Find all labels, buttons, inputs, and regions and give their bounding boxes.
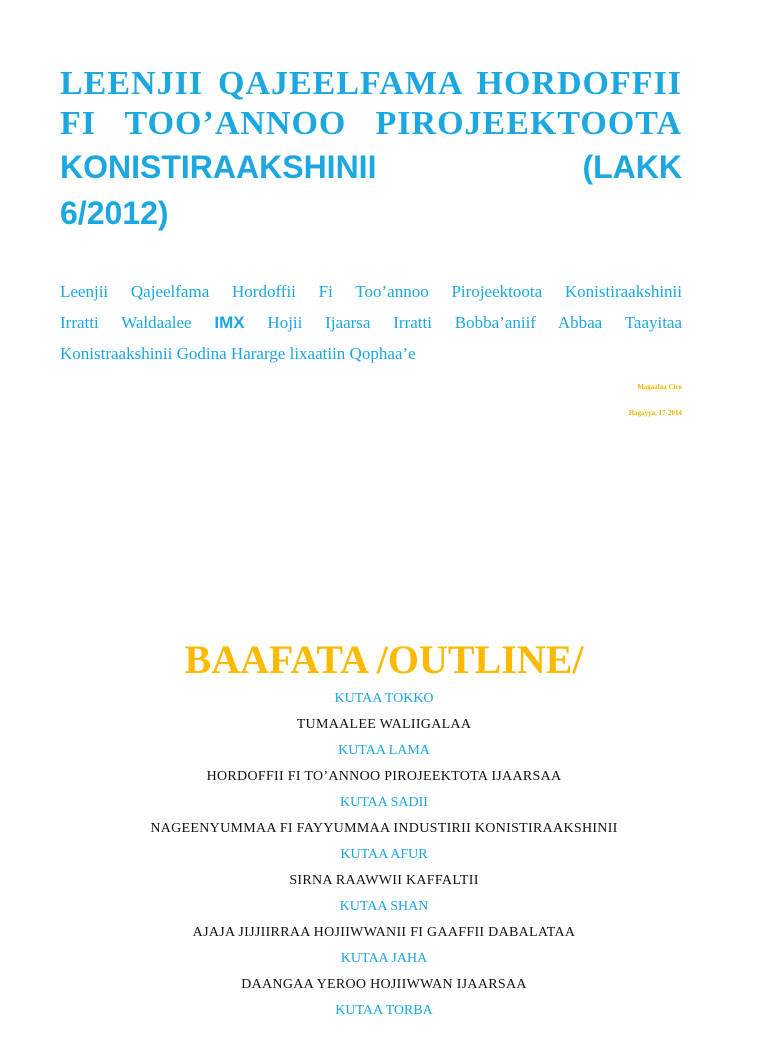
subtitle-line-3: Konistraakshinii Godina Hararge lixaatiin Qophaa’e	[60, 344, 416, 363]
title-line-4: 6/2012)	[60, 195, 169, 231]
outline-item	[0, 690, 768, 742]
section-number: KUTAA TORBA	[335, 1003, 433, 1018]
outline-list	[0, 690, 768, 1054]
title-line-2: FI TOO’ANNOO PIROJEEKTOOTA	[60, 105, 682, 142]
title-line-3: KONISTIRAAKSHINII (LAKK	[60, 149, 682, 185]
section-topic: TUMAALEE WALIIGALAA	[296, 717, 472, 732]
outline-item	[0, 1002, 768, 1054]
section-topic: SIRNA RAAWWII KAFFALTII	[289, 873, 479, 888]
section-number: KUTAA TOKKO	[334, 691, 434, 706]
section-topic: DAANGAA YEROO HOJIIWWAN IJAARSAA	[241, 977, 527, 992]
subtitle-line-2c: Hojii Ijaarsa Irratti Bobba’aniif Abbaa Taayitaa	[267, 313, 683, 332]
outline-item	[0, 950, 768, 1002]
outline-item	[0, 742, 768, 794]
outline-item	[0, 794, 768, 846]
author-location: Magaalaa Ciro	[637, 383, 682, 391]
section-number: KUTAA AFUR	[340, 847, 428, 862]
outline-heading: BAAFATA /OUTLINE/	[184, 637, 584, 682]
section-topic: HORDOFFII FI TO’ANNOO PIROJEEKTOTA IJAARSAA	[206, 769, 562, 784]
subtitle-line-2a: Irratti Waldaalee	[60, 313, 192, 332]
title-line-1: LEENJII QAJEELFAMA HORDOFFII	[60, 65, 682, 102]
section-number: KUTAA JAHA	[340, 951, 428, 966]
document-subtitle	[60, 276, 682, 369]
subtitle-line-1: Leenjii Qajeelfama Hordoffii Fi Too’annoo Pirojeektoota Konistiraakshinii	[60, 282, 682, 301]
subtitle-line-2	[60, 307, 682, 338]
section-number: KUTAA LAMA	[338, 743, 430, 758]
section-number: KUTAA SADII	[340, 795, 428, 810]
imx-abbreviation: IMX	[214, 313, 245, 332]
document-date: Hagayya, 17-2014	[628, 409, 682, 417]
outline-item	[0, 898, 768, 950]
section-topic: AJAJA JIJJIIRRAA HOJIIWWANII FI GAAFFII DABALATAA	[192, 925, 576, 940]
section-topic: NAGEENYUMMAA FI FAYYUMMAA INDUSTIRII KONISTIRAAKSHINII	[150, 821, 618, 836]
section-number: KUTAA SHAN	[339, 899, 429, 914]
document-title	[60, 64, 682, 236]
outline-item	[0, 846, 768, 898]
